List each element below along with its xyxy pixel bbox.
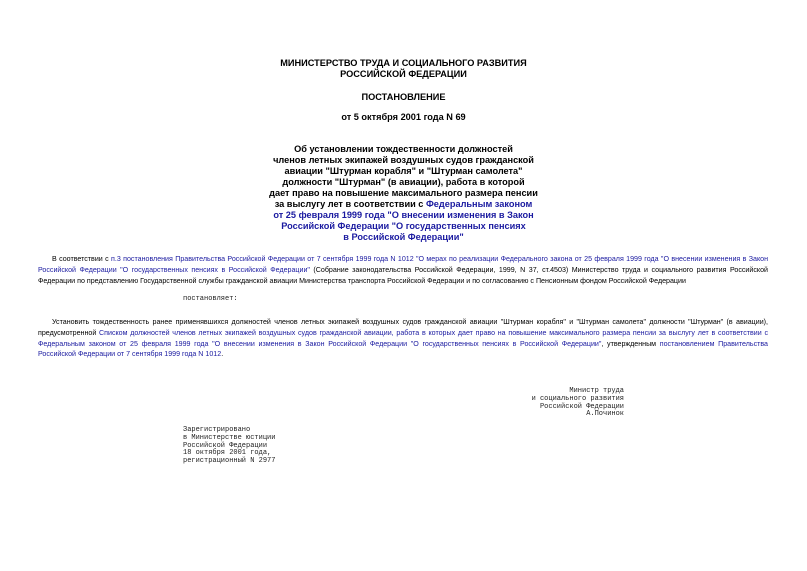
resolution-paragraph — [38, 317, 768, 360]
federal-law-link[interactable]: Федеральным законом — [425, 199, 533, 209]
doc-type: ПОСТАНОВЛЕНИЕ — [361, 92, 446, 102]
federal-law-link-line[interactable]: в Российской Федерации" — [343, 232, 464, 242]
federal-law-link-line[interactable]: от 25 февраля 1999 года "О внесении изменения в Закон — [273, 210, 534, 220]
title-line-text: за выслугу лет в соответствии с — [274, 199, 426, 209]
government-decree-link[interactable]: постановления Правительства Российской Федерации от 7 сентября 1999 года N 1012 "О мерах по реализации Федерального закона от 25 февраля 1999 года "О внесении изменения в Закон Российской Федерации "О государственных пенсиях в Российской Федерации" — [38, 255, 769, 274]
government-resolution-link[interactable]: постановлением Правительства Российской Федерации от 7 сентября 1999 года N 1012 — [38, 339, 768, 359]
title-line: Об установлении тождественности должностей — [294, 144, 513, 154]
title-line: членов летных экипажей воздушных судов гражданской — [273, 155, 534, 165]
decree-word: постановляет: — [183, 295, 238, 303]
preamble-paragraph — [38, 254, 768, 286]
paragraph-text: , утвержденным — [601, 339, 660, 348]
paragraph-text: (Собрание законодательства Российской Федерации, 1999, N 37, ст.4503) Министерство труда и социального развития Российской Федерации по представлению Государственной службы гражданской авиации Министерства транспорта Российской Федерации и по согласованию с Пенсионным фондом Российской Федерации — [38, 265, 768, 285]
ministry-line: РОССИЙСКОЙ ФЕДЕРАЦИИ — [340, 69, 467, 79]
federal-law-link-line[interactable]: Российской Федерации "О государственных пенсиях — [281, 221, 526, 231]
ministry-line: МИНИСТЕРСТВО ТРУДА И СОЦИАЛЬНОГО РАЗВИТИЯ — [280, 58, 527, 68]
paragraph-text: . — [221, 350, 224, 359]
positions-list-link[interactable]: Списком должностей членов летных экипажей воздушных судов гражданской авиации, работа в которых дает право на повышение максимального размера пенсии за выслугу лет в соответствии с Федеральным законом от 25 февраля 1999 года "О внесении изменения в Закон Российской Федерации "О государственных пенсиях в Российской Федерации" — [38, 328, 768, 348]
title-line — [0, 199, 807, 210]
registration-block: Зарегистрировано в Министерстве юстиции Российской Федерации 18 октября 2001 года, регистрационный N 2977 — [183, 426, 276, 466]
title-line: должности "Штурман" (в авиации), работа в которой — [282, 177, 525, 187]
paragraph-text: В соответствии с — [52, 255, 112, 263]
document-title — [0, 144, 807, 243]
doc-date: от 5 октября 2001 года N 69 — [341, 112, 466, 122]
ministry-heading — [0, 58, 807, 80]
paragraph-text: Установить тождественность ранее применявшихся должностей членов летных экипажей воздушных судов гражданской авиации "Штурман корабля" и "Штурман самолета" должности "Штурман" (в авиации), предусмотренной — [38, 318, 768, 337]
title-line: дает право на повышение максимального размера пенсии — [269, 188, 538, 198]
clause-link[interactable]: п.3 — [111, 255, 121, 263]
title-line: авиации "Штурман корабля" и "Штурман самолета" — [284, 166, 523, 176]
signature-block: Министр труда и социального развития Российской Федерации А.Починок — [531, 387, 624, 419]
